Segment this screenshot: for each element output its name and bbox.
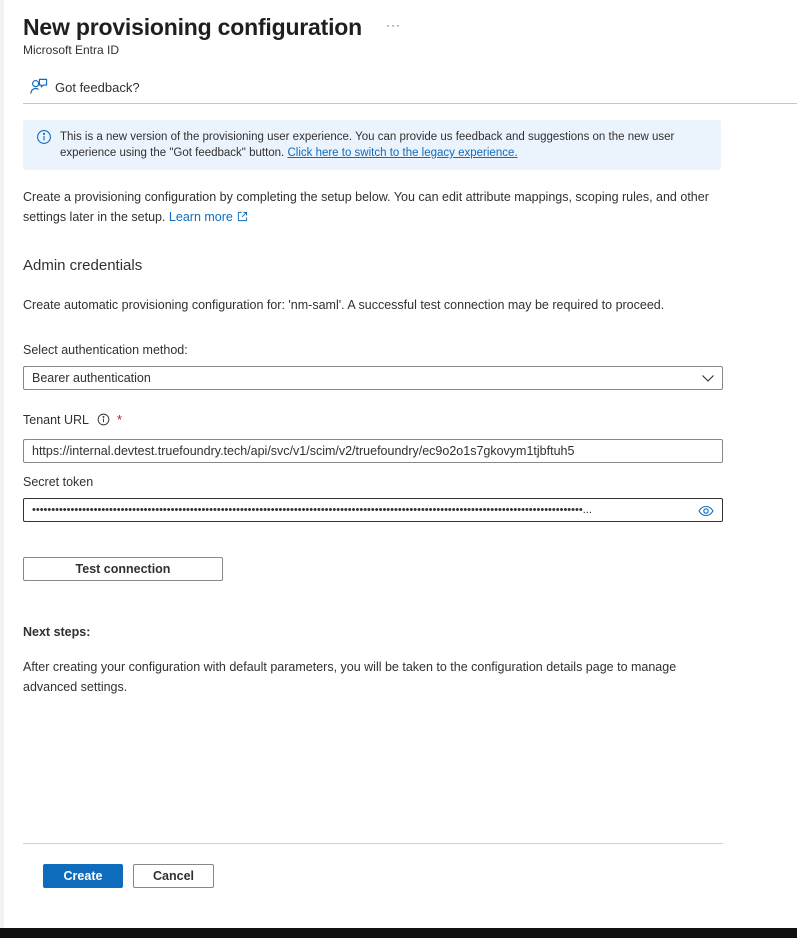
cancel-button[interactable]: Cancel [133, 864, 214, 888]
learn-more-label: Learn more [168, 210, 233, 224]
page-title: New provisioning configuration [23, 14, 363, 40]
info-banner [23, 120, 721, 170]
secret-token-label: Secret token [23, 475, 94, 489]
footer-divider [23, 843, 723, 844]
required-indicator: * [117, 412, 123, 427]
left-rail [0, 0, 4, 928]
eye-icon[interactable] [698, 505, 714, 517]
toolbar [23, 72, 797, 104]
info-tooltip-icon[interactable] [97, 413, 110, 426]
feedback-icon [29, 77, 48, 99]
legacy-experience-link[interactable]: Click here to switch to the legacy experience. [287, 147, 518, 159]
more-options-icon[interactable]: ··· [386, 18, 402, 32]
info-icon [36, 129, 52, 145]
page-subtitle: Microsoft Entra ID [23, 43, 120, 57]
tenant-url-input[interactable] [23, 439, 723, 463]
intro-message: Create a provisioning configuration by completing the setup below. You can edit attribute mappings, scoping rules, and other settings later in the setup. [23, 190, 709, 224]
create-button[interactable]: Create [43, 864, 123, 888]
title-row [23, 12, 401, 42]
admin-credentials-description: Create automatic provisioning configuration for: 'nm-saml'. A successful test connection may be required to proceed. [23, 298, 665, 312]
auth-method-value: Bearer authentication [32, 371, 151, 385]
intro-text [23, 187, 723, 227]
chevron-down-icon [701, 372, 715, 384]
feedback-button[interactable] [23, 77, 140, 99]
tenant-url-value: https://internal.devtest.truefoundry.tech/api/svc/v1/scim/v2/truefoundry/ec9o2o1s7gkovym1tjbftuh5 [32, 444, 575, 458]
tenant-url-label: Tenant URL [23, 412, 90, 427]
auth-method-select[interactable] [23, 366, 723, 390]
info-banner-text [60, 129, 710, 161]
external-link-icon [237, 211, 248, 222]
test-connection-button[interactable]: Test connection [23, 557, 223, 581]
page-header [23, 12, 401, 57]
auth-method-label: Select authentication method: [23, 343, 188, 357]
tenant-url-label-row [23, 412, 122, 427]
secret-token-value: •••••••••••••••••••••••••••••••••••••••••••••••••••••••••••••••••••••••••••••••••••••••••••••••••••••••••••••••••••••••••••••••••••••••••••••••... [32, 504, 592, 516]
secret-token-input[interactable] [23, 498, 723, 522]
bottom-bar [0, 928, 797, 938]
admin-credentials-title: Admin credentials [23, 257, 143, 274]
learn-more-link[interactable] [169, 210, 248, 224]
next-steps-title: Next steps: [23, 625, 91, 639]
info-banner-message: This is a new version of the provisioning user experience. You can provide us feedback and suggestions on the new user experience using the "Got feedback" button. [60, 131, 675, 159]
next-steps-description: After creating your configuration with default parameters, you will be taken to the configuration details page to manage advanced settings. [23, 660, 677, 694]
feedback-label: Got feedback? [55, 80, 140, 95]
